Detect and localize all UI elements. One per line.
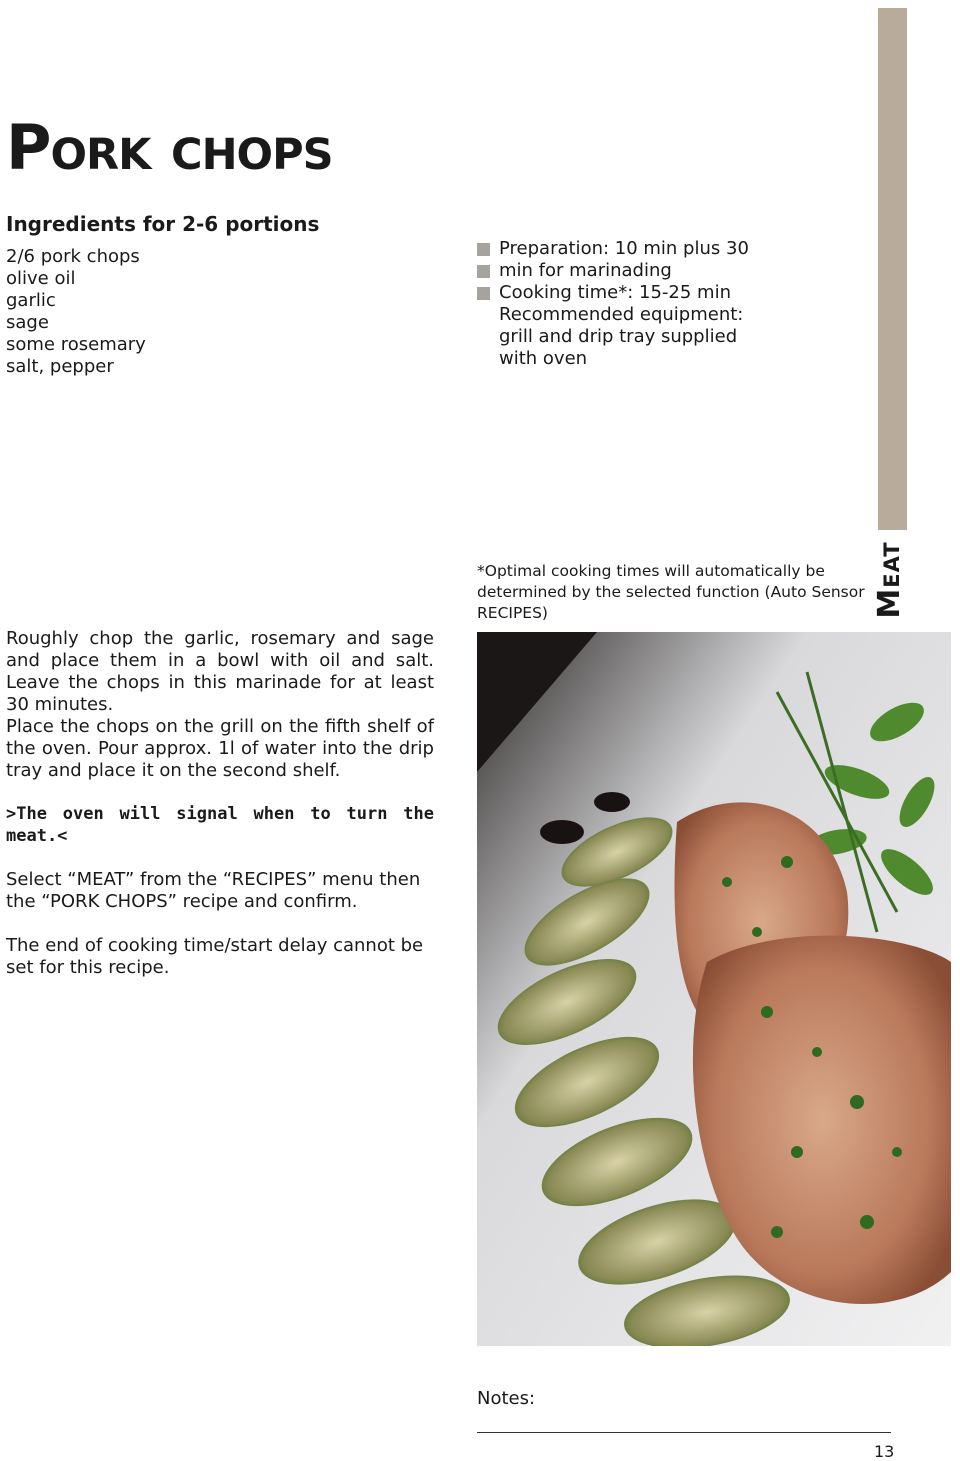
signal-note: >The oven will signal when to turn the meat.< [6,804,434,846]
optimal-cooking-note: *Optimal cooking times will automatically be determined by the selected function (Auto Sensor RECIPES) [477,562,865,622]
recipe-meta [477,238,777,370]
ingredient-item: sage [6,312,49,333]
cooking-time: Cooking time*: 15-25 min [499,282,731,303]
select-note: Select “MEAT” from the “RECIPES” menu then the “PORK CHOPS” recipe and confirm. [6,869,421,912]
ingredients-list [6,246,146,378]
dish-photo [477,632,951,1346]
ingredient-item: some rosemary [6,334,146,355]
ingredient-item: salt, pepper [6,356,114,377]
ingredient-item: 2/6 pork chops [6,246,140,267]
notes-label: Notes: [477,1388,536,1409]
instruction-step: Place the chops on the grill on the fifth shelf of the oven. Pour approx. 1l of water into the drip tray and place it on the second shelf. [6,716,434,781]
page-number: 13 [874,1442,895,1461]
instruction-step: Roughly chop the garlic, rosemary and sage and place them in a bowl with oil and salt. Leave the chops in this marinade for at least 30 minutes. [6,628,434,715]
ingredients-heading: Ingredients for 2-6 portions [6,212,320,236]
page-title: Pork chops [6,111,333,184]
notes-line [477,1432,891,1433]
preparation-time: Preparation: 10 min plus 30 min for marinading [499,238,749,281]
ingredient-item: olive oil [6,268,76,289]
end-note: The end of cooking time/start delay cannot be set for this recipe. [6,935,424,978]
recommended-equipment: Recommended equipment: grill and drip tray supplied with oven [499,304,744,369]
section-label: Meat [870,530,910,630]
instructions [6,628,434,782]
ingredient-item: garlic [6,290,56,311]
